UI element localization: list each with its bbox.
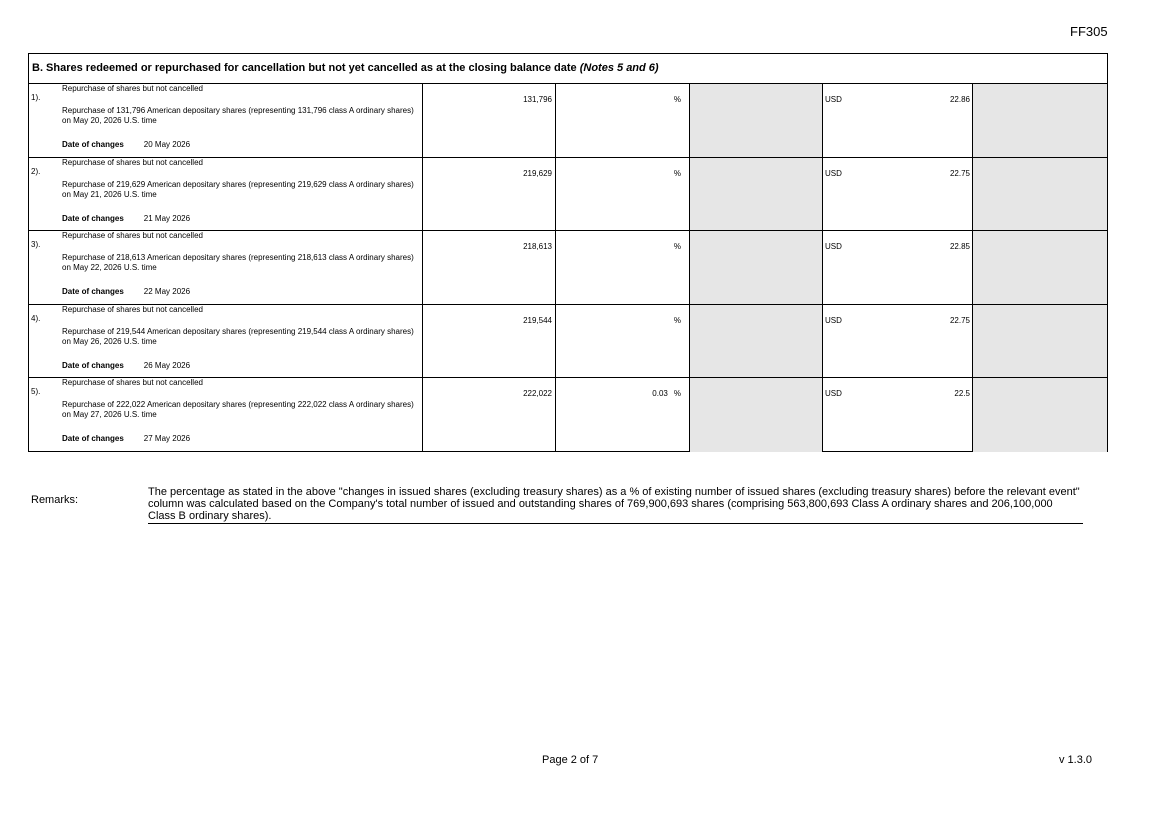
shaded-cell: [690, 158, 823, 231]
description-cell: [29, 84, 423, 157]
price-cell: [823, 305, 973, 378]
date-value: 26 May 2026: [143, 360, 191, 370]
shaded-cell: [973, 378, 1107, 452]
row-index: 2).: [31, 166, 41, 176]
shares-value: 219,544: [523, 315, 552, 325]
shares-cell: [423, 84, 556, 157]
row-index: 5).: [31, 387, 41, 397]
percent-value-wrap: [668, 169, 681, 178]
date-label: Date of changes: [62, 434, 124, 444]
price-value: 22.86: [949, 95, 970, 104]
row-subtitle: Repurchase of shares but not cancelled: [62, 84, 203, 93]
shaded-cell: [973, 158, 1107, 231]
row-subtitle: Repurchase of shares but not cancelled: [62, 157, 203, 167]
row-description: Repurchase of 218,613 American depositary shares (representing 218,613 class A ordinary shares) on May 22, 2026 U.S. time: [62, 253, 414, 273]
row-index: 4).: [31, 313, 41, 323]
shares-value: 219,629: [523, 168, 552, 178]
date-label: Date of changes: [62, 287, 124, 297]
shaded-cell: [973, 231, 1107, 304]
row-index: 3).: [31, 240, 41, 250]
table-row: [29, 231, 1107, 305]
row-description: Repurchase of 219,544 American depositary shares (representing 219,544 class A ordinary shares) on May 26, 2026 U.S. time: [62, 326, 414, 346]
row-subtitle: Repurchase of shares but not cancelled: [62, 378, 203, 388]
percent-value-wrap: [668, 316, 681, 325]
price-value: 22.5: [954, 389, 970, 399]
percent-value: 0.03: [652, 389, 668, 399]
currency-label: USD: [825, 315, 842, 325]
shaded-cell: [690, 378, 823, 452]
percent-cell: [556, 378, 690, 452]
date-value: 22 May 2026: [143, 287, 191, 297]
shaded-cell: [690, 231, 823, 304]
date-label: Date of changes: [62, 213, 124, 223]
percent-symbol: %: [673, 95, 681, 104]
price-value: 22.75: [949, 168, 970, 178]
currency-label: USD: [825, 168, 842, 178]
table-body: [29, 84, 1107, 452]
price-value: 22.85: [949, 242, 970, 252]
section-header: [29, 54, 1107, 84]
currency-label: USD: [825, 242, 842, 252]
shaded-cell: [690, 84, 823, 157]
shares-cell: [423, 231, 556, 304]
percent-cell: [556, 231, 690, 304]
date-of-changes: [62, 140, 190, 149]
date-value: 27 May 2026: [143, 434, 191, 444]
price-cell: [823, 231, 973, 304]
date-of-changes: [62, 434, 190, 443]
shares-value: 222,022: [523, 389, 552, 399]
row-index: 1).: [31, 93, 41, 102]
shaded-cell: [973, 305, 1107, 378]
percent-value-wrap: [668, 242, 681, 251]
percent-symbol: %: [673, 242, 681, 252]
section-notes: (Notes 5 and 6): [579, 62, 659, 74]
percent-value-wrap: [668, 95, 681, 104]
shares-cell: [423, 378, 556, 452]
price-value: 22.75: [949, 315, 970, 325]
description-cell: [29, 305, 423, 378]
repurchase-table: [28, 53, 1108, 452]
percent-symbol: %: [673, 315, 681, 325]
currency-label: USD: [825, 95, 842, 104]
currency-label: USD: [825, 389, 842, 399]
date-of-changes: [62, 361, 190, 370]
price-cell: [823, 158, 973, 231]
date-value: 20 May 2026: [143, 140, 191, 149]
page-number: Page 2 of 7: [542, 754, 599, 766]
percent-cell: [556, 158, 690, 231]
shares-value: 131,796: [523, 95, 552, 104]
row-description: Repurchase of 222,022 American depositary shares (representing 222,022 class A ordinary shares) on May 27, 2026 U.S. time: [62, 400, 414, 420]
row-description: Repurchase of 219,629 American depositary shares (representing 219,629 class A ordinary shares) on May 21, 2026 U.S. time: [62, 179, 414, 199]
shares-cell: [423, 158, 556, 231]
percent-value-wrap: [652, 389, 681, 398]
price-cell: [823, 84, 973, 157]
section-title: B. Shares redeemed or repurchased for cancellation but not yet cancelled as at the closing balance date: [32, 62, 577, 74]
percent-symbol: %: [673, 389, 681, 399]
description-cell: [29, 378, 423, 452]
shares-cell: [423, 305, 556, 378]
table-row: [29, 378, 1107, 452]
price-cell: [823, 378, 973, 452]
shaded-cell: [690, 305, 823, 378]
shaded-cell: [973, 84, 1107, 157]
description-cell: [29, 158, 423, 231]
percent-cell: [556, 84, 690, 157]
date-label: Date of changes: [62, 140, 124, 149]
form-code: FF305: [1070, 24, 1108, 39]
version-label: v 1.3.0: [1059, 754, 1093, 766]
row-description: Repurchase of 131,796 American depositary shares (representing 131,796 class A ordinary shares) on May 20, 2026 U.S. time: [62, 106, 414, 125]
shares-value: 218,613: [523, 242, 552, 252]
table-row: [29, 158, 1107, 232]
percent-symbol: %: [673, 168, 681, 178]
row-subtitle: Repurchase of shares but not cancelled: [62, 304, 203, 314]
table-row: [29, 305, 1107, 379]
table-row: [29, 84, 1107, 158]
date-label: Date of changes: [62, 360, 124, 370]
date-value: 21 May 2026: [143, 213, 191, 223]
remarks-label: Remarks:: [31, 494, 79, 506]
description-cell: [29, 231, 423, 304]
date-of-changes: [62, 214, 190, 223]
date-of-changes: [62, 287, 190, 296]
row-subtitle: Repurchase of shares but not cancelled: [62, 231, 203, 241]
percent-cell: [556, 305, 690, 378]
remarks-text: The percentage as stated in the above "changes in issued shares (excluding treasury shares) as a % of existing number of issued shares (excluding treasury shares) before the relevant event" column was calculated based on the Company's total number of issued and outstanding shares of 769,900,693 shares (comprising 563,800,693 Class A ordinary shares and 206,100,000 Class B ordinary shares).: [148, 486, 1083, 524]
